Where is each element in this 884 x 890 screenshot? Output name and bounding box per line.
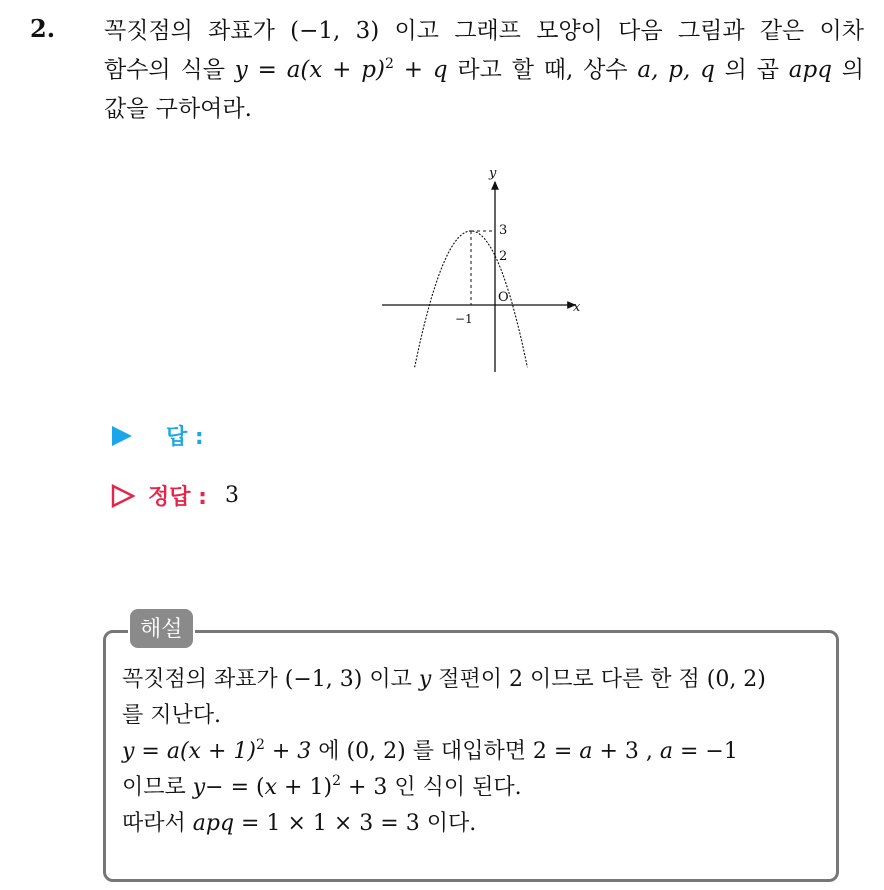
answer-row xyxy=(110,420,204,451)
correct-answer-row xyxy=(110,480,239,511)
solution-line-1 xyxy=(122,662,822,698)
question-line-2 xyxy=(104,51,864,90)
solution-line-3 xyxy=(122,734,822,770)
text: 라고 할 때, 상수 xyxy=(447,57,638,83)
equation: y = a(x + p) xyxy=(234,57,385,83)
text: 의 곱 xyxy=(714,57,789,83)
text: 에 (0, 2) 를 대입하면 2 = xyxy=(311,739,580,764)
filled-triangle-icon xyxy=(110,424,134,448)
answer-label: 답 : xyxy=(166,425,204,450)
equation-tail: + q xyxy=(393,57,448,83)
equation-tail: + 3 xyxy=(264,739,312,764)
variable: a xyxy=(659,739,674,764)
y-axis-label: y xyxy=(489,166,497,181)
correct-answer-value: 3 xyxy=(224,483,239,508)
text: 꼭짓점의 좌표가 (−1, 3) 이고 xyxy=(122,667,419,692)
equation: y = a(x + 1) xyxy=(122,739,256,764)
text: + 3 인 식이 된다. xyxy=(340,775,522,800)
question-number: 2. xyxy=(30,14,56,43)
outline-triangle-icon xyxy=(110,483,136,509)
text: + 1) xyxy=(277,775,333,800)
intercept-label: 2 xyxy=(499,249,508,264)
question-line-1: 꼭짓점의 좌표가 (−1, 3) 이고 그래프 모양이 다음 그림과 같은 이차 xyxy=(104,18,864,44)
text: 이므로 xyxy=(122,775,193,800)
question-line-3: 값을 구하여라. xyxy=(104,96,252,122)
vertex-y-label: 3 xyxy=(499,223,508,238)
text: = 1 × 1 × 3 = 3 이다. xyxy=(234,811,477,836)
text: 절편이 2 이므로 다른 한 점 (0, 2) xyxy=(431,667,766,692)
text: 의 xyxy=(831,57,865,83)
text: + 3 , xyxy=(592,739,660,764)
variable: y− xyxy=(192,775,224,800)
product: apq xyxy=(788,57,832,83)
question-text xyxy=(104,12,864,129)
exponent: 2 xyxy=(385,56,394,72)
x-axis-label: x xyxy=(573,300,581,315)
solution-line-4 xyxy=(122,770,822,806)
vertex-x-label: −1 xyxy=(455,312,473,326)
exponent: 2 xyxy=(332,773,341,789)
exponent: 2 xyxy=(255,737,265,753)
solution-line-2: 를 지난다. xyxy=(122,703,221,728)
variable: y xyxy=(418,667,432,692)
solution-text xyxy=(122,662,822,842)
text: = −1 xyxy=(673,739,738,764)
text: 함수의 식을 xyxy=(104,57,235,83)
text: 따라서 xyxy=(122,811,193,836)
parabola-graph xyxy=(375,160,590,380)
origin-label: O xyxy=(498,290,509,305)
variables: a, p, q xyxy=(637,57,715,83)
correct-answer-label: 정답 : xyxy=(148,485,207,510)
variable: a xyxy=(579,739,593,764)
product: apq xyxy=(192,811,235,836)
solution-tag: 해설 xyxy=(128,607,195,650)
variable: x xyxy=(264,775,278,800)
solution-line-5 xyxy=(122,806,822,842)
text: = ( xyxy=(223,775,265,800)
